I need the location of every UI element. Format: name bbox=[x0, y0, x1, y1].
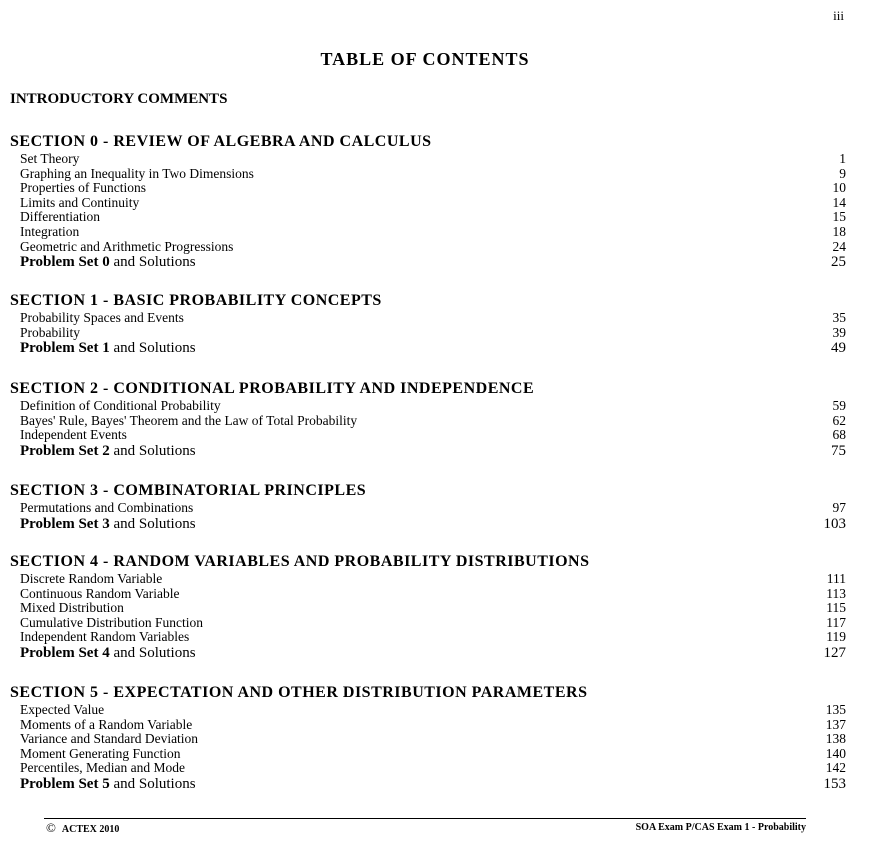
toc-entry-page: 142 bbox=[825, 760, 846, 776]
toc-entry-page: 115 bbox=[826, 600, 846, 616]
problem-set-entry bbox=[10, 645, 846, 661]
toc-section bbox=[10, 481, 846, 532]
toc-entry bbox=[10, 240, 846, 255]
toc-entry bbox=[10, 630, 846, 645]
toc-entry-title: Properties of Functions bbox=[20, 180, 146, 196]
toc-entry-page: 14 bbox=[832, 194, 846, 210]
problem-set-suffix: and Solutions bbox=[109, 442, 196, 459]
toc-entry bbox=[10, 326, 846, 341]
toc-entry bbox=[10, 196, 846, 211]
toc-entry-page: 119 bbox=[826, 629, 846, 645]
toc-section bbox=[10, 552, 846, 661]
problem-set-label: Problem Set 5 bbox=[20, 775, 110, 792]
toc-entry-page: 24 bbox=[832, 238, 846, 254]
problem-set-title bbox=[20, 645, 196, 661]
toc-entry-page: 10 bbox=[832, 180, 846, 196]
problem-set-label: Problem Set 2 bbox=[20, 442, 110, 459]
footer-rule bbox=[44, 818, 806, 819]
problem-set-title bbox=[20, 776, 196, 792]
problem-set-label: Problem Set 3 bbox=[20, 515, 110, 532]
toc-entry-page: 35 bbox=[832, 310, 846, 325]
toc-entry-page: 18 bbox=[832, 223, 846, 239]
toc-entry-title: Differentiation bbox=[20, 209, 100, 225]
toc-entry-title: Mixed Distribution bbox=[20, 600, 124, 616]
section-heading: SECTION 2 - CONDITIONAL PROBABILITY AND INDEPENDENCE bbox=[10, 380, 535, 397]
page-title: TABLE OF CONTENTS bbox=[320, 49, 530, 69]
problem-set-page: 75 bbox=[831, 442, 846, 459]
toc-entry bbox=[10, 167, 846, 182]
toc-entry-page: 138 bbox=[825, 731, 846, 747]
copyright-icon: © bbox=[46, 820, 56, 835]
toc-entry-title: Set Theory bbox=[20, 151, 80, 166]
footer-right: SOA Exam P/CAS Exam 1 - Probability bbox=[635, 822, 806, 833]
section-heading: SECTION 1 - BASIC PROBABILITY CONCEPTS bbox=[10, 292, 382, 309]
toc-entry bbox=[10, 181, 846, 196]
section-heading: SECTION 5 - EXPECTATION AND OTHER DISTRIBUTION PARAMETERS bbox=[10, 684, 588, 701]
problem-set-label: Problem Set 0 bbox=[20, 254, 110, 271]
toc-entry-page: 1 bbox=[839, 151, 846, 166]
toc-entry bbox=[10, 703, 846, 718]
toc-section bbox=[10, 291, 846, 356]
footer-left bbox=[46, 820, 119, 836]
toc-entry bbox=[10, 718, 846, 733]
toc-section bbox=[10, 132, 846, 270]
toc-entry bbox=[10, 225, 846, 240]
toc-entry-page: 140 bbox=[825, 745, 846, 761]
toc-entry-title: Independent Events bbox=[20, 427, 127, 443]
toc-entry-page: 135 bbox=[825, 702, 846, 717]
footer-publisher: ACTEX 2010 bbox=[61, 824, 120, 835]
toc-section bbox=[10, 379, 846, 459]
toc-entry bbox=[10, 572, 846, 587]
toc-entry-title: Integration bbox=[20, 223, 80, 239]
problem-set-label: Problem Set 1 bbox=[20, 340, 110, 357]
toc-entry bbox=[10, 399, 846, 414]
problem-set-entry bbox=[10, 443, 846, 459]
problem-set-suffix: and Solutions bbox=[109, 515, 196, 532]
problem-set-suffix: and Solutions bbox=[109, 254, 196, 271]
problem-set-page: 49 bbox=[831, 340, 846, 357]
problem-set-title bbox=[20, 340, 196, 356]
problem-set-suffix: and Solutions bbox=[109, 775, 196, 792]
problem-set-entry bbox=[10, 776, 846, 792]
problem-set-page: 25 bbox=[831, 254, 846, 271]
problem-set-title bbox=[20, 516, 196, 532]
problem-set-entry bbox=[10, 254, 846, 270]
toc-entry-page: 39 bbox=[832, 324, 846, 340]
toc-entry-page: 111 bbox=[826, 571, 846, 586]
toc-entry bbox=[10, 616, 846, 631]
toc-entry bbox=[10, 747, 846, 762]
problem-set-title bbox=[20, 443, 196, 459]
problem-set-page: 153 bbox=[823, 775, 846, 792]
toc-entry-page: 68 bbox=[832, 427, 846, 443]
toc-entry-page: 62 bbox=[832, 412, 846, 428]
problem-set-page: 127 bbox=[823, 644, 846, 661]
toc-entry bbox=[10, 501, 846, 516]
toc-entry bbox=[10, 732, 846, 747]
toc-section bbox=[10, 683, 846, 792]
problem-set-title bbox=[20, 254, 196, 270]
toc-entry bbox=[10, 761, 846, 776]
toc-entry-title: Limits and Continuity bbox=[20, 194, 140, 210]
toc-entry-title: Bayes' Rule, Bayes' Theorem and the Law of Total Probability bbox=[20, 412, 358, 428]
toc-entry bbox=[10, 152, 846, 167]
toc-entry-page: 117 bbox=[826, 614, 846, 630]
toc-entry bbox=[10, 414, 846, 429]
problem-set-suffix: and Solutions bbox=[109, 644, 196, 661]
toc-entry-title: Moments of a Random Variable bbox=[20, 716, 193, 732]
problem-set-suffix: and Solutions bbox=[109, 340, 196, 357]
problem-set-label: Problem Set 4 bbox=[20, 644, 110, 661]
toc-entry-title: Permutations and Combinations bbox=[20, 500, 194, 515]
toc-entry-title: Continuous Random Variable bbox=[20, 585, 180, 601]
toc-entry-title: Graphing an Inequality in Two Dimensions bbox=[20, 165, 254, 181]
problem-set-entry bbox=[10, 340, 846, 356]
toc-entry-title: Definition of Conditional Probability bbox=[20, 398, 221, 413]
toc-entry-page: 15 bbox=[832, 209, 846, 225]
toc-entry-title: Discrete Random Variable bbox=[20, 571, 163, 586]
toc-entry-title: Variance and Standard Deviation bbox=[20, 731, 199, 747]
problem-set-page: 103 bbox=[823, 515, 846, 532]
toc-entry-title: Probability Spaces and Events bbox=[20, 310, 184, 325]
toc-entry-page: 113 bbox=[826, 585, 846, 601]
toc-entry bbox=[10, 601, 846, 616]
problem-set-entry bbox=[10, 516, 846, 532]
toc-entry-title: Probability bbox=[20, 324, 80, 340]
toc-entry-page: 97 bbox=[832, 500, 846, 515]
toc-entry-title: Independent Random Variables bbox=[20, 629, 190, 645]
toc-entry bbox=[10, 210, 846, 225]
toc-entry-title: Cumulative Distribution Function bbox=[20, 614, 203, 630]
toc-entry-page: 137 bbox=[825, 716, 846, 732]
toc-entry-title: Geometric and Arithmetic Progressions bbox=[20, 238, 234, 254]
section-heading: SECTION 0 - REVIEW OF ALGEBRA AND CALCULUS bbox=[10, 133, 432, 150]
section-heading: SECTION 4 - RANDOM VARIABLES AND PROBABILITY DISTRIBUTIONS bbox=[10, 553, 590, 570]
introductory-comments-heading: INTRODUCTORY COMMENTS bbox=[10, 91, 228, 107]
toc-entry-title: Moment Generating Function bbox=[20, 745, 181, 761]
toc-entry-title: Expected Value bbox=[20, 702, 105, 717]
toc-entry bbox=[10, 587, 846, 602]
toc-entry-page: 59 bbox=[832, 398, 846, 413]
toc-entry-title: Percentiles, Median and Mode bbox=[20, 760, 185, 776]
toc-entry bbox=[10, 311, 846, 326]
toc-entry bbox=[10, 428, 846, 443]
page-number: iii bbox=[833, 8, 844, 23]
section-heading: SECTION 3 - COMBINATORIAL PRINCIPLES bbox=[10, 482, 367, 499]
toc-entry-page: 9 bbox=[839, 165, 846, 181]
